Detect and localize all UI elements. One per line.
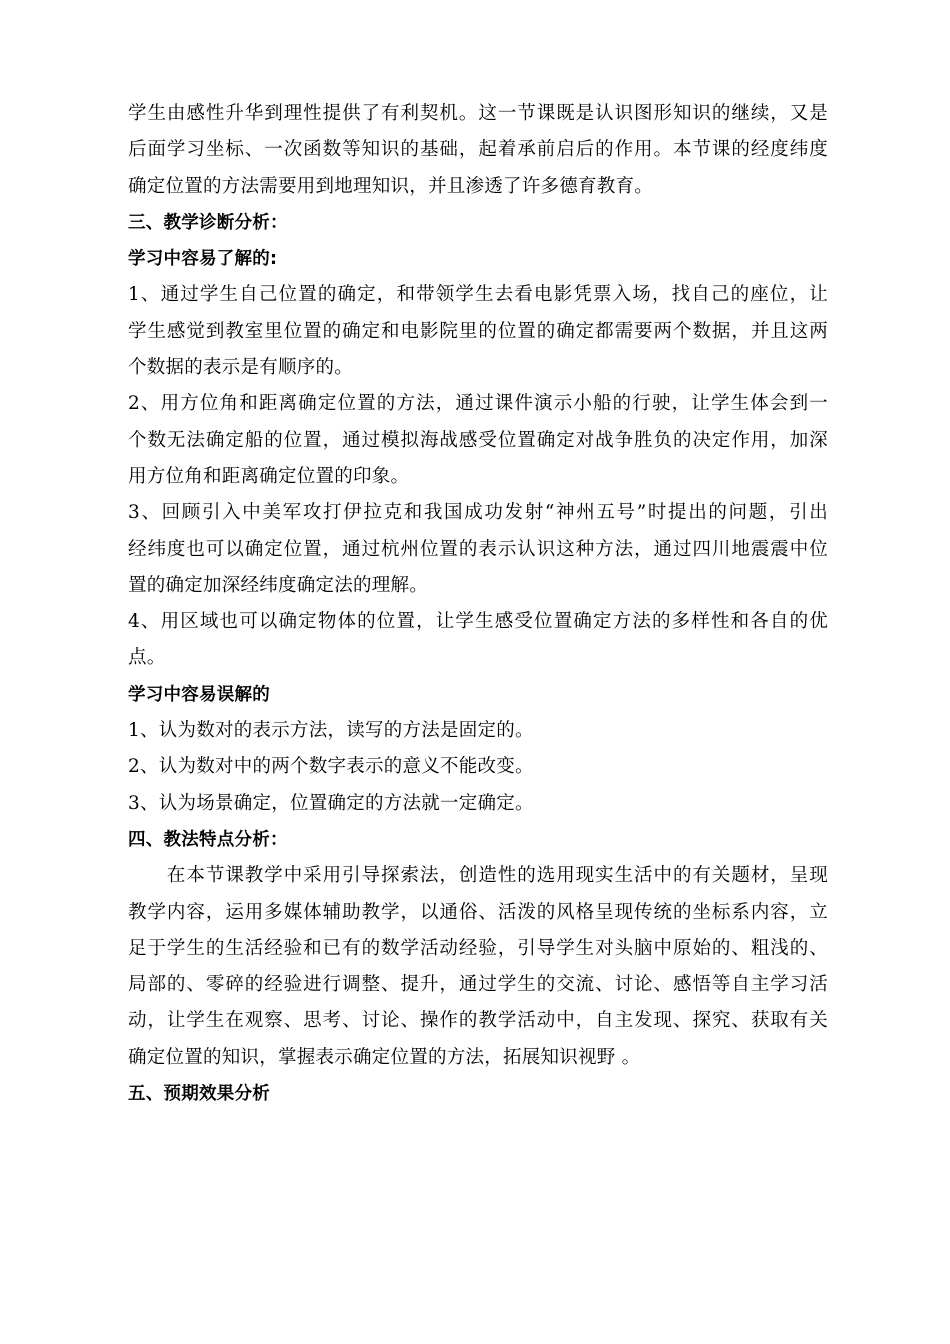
list-item: 1、认为数对的表示方法，读写的方法是固定的。 bbox=[128, 720, 534, 742]
paragraph-line: 1、通过学生自己位置的确定，和带领学生去看电影凭票入场，找自己的座位，让 bbox=[128, 284, 828, 306]
subheading-easy-to-misunderstand: 学习中容易误解的 bbox=[128, 684, 270, 705]
paragraph-line: 局部的、零碎的经验进行调整、提升，通过学生的交流、讨论、感悟等自主学习活 bbox=[128, 974, 828, 996]
paragraph-line: 4、用区域也可以确定物体的位置，让学生感受位置确定方法的多样性和各自的优 bbox=[128, 611, 828, 633]
paragraph-line: 个数据的表示是有顺序的。 bbox=[128, 357, 354, 379]
paragraph-line: 经纬度也可以确定位置，通过杭州位置的表示认识这种方法，通过四川地震震中位 bbox=[128, 538, 828, 560]
document-page bbox=[128, 96, 828, 1112]
paragraph-line: 动，让学生在观察、思考、讨论、操作的教学活动中，自主发现、探究、获取有关 bbox=[128, 1010, 828, 1032]
paragraph-line: 教学内容，运用多媒体辅助教学，以通俗、活泼的风格呈现传统的坐标系内容，立 bbox=[128, 901, 828, 923]
paragraph-line: 在本节课教学中采用引导探索法，创造性的选用现实生活中的有关题材，呈现 bbox=[128, 865, 828, 887]
paragraph-line: 确定位置的方法需要用到地理知识，并且渗透了许多德育教育。 bbox=[128, 175, 654, 197]
paragraph-line: 2、用方位角和距离确定位置的方法，通过课件演示小船的行驶，让学生体会到一 bbox=[128, 393, 828, 415]
paragraph-line: 学生由感性升华到理性提供了有利契机。这一节课既是认识图形知识的继续，又是 bbox=[128, 103, 828, 124]
paragraph-line: 确定位置的知识，掌握表示确定位置的方法，拓展知识视野 。 bbox=[128, 1046, 641, 1068]
section-heading-teaching-method: 四、教法特点分析： bbox=[128, 829, 288, 850]
paragraph-line: 用方位角和距离确定位置的印象。 bbox=[128, 465, 410, 487]
paragraph-line: 学生感觉到教室里位置的确定和电影院里的位置的确定都需要两个数据，并且这两 bbox=[128, 320, 828, 342]
section-heading-expected-effect: 五、预期效果分析 bbox=[128, 1084, 270, 1105]
paragraph-line: 3、回顾引入中美军攻打伊拉克和我国成功发射“神州五号”时提出的问题，引出 bbox=[128, 502, 828, 524]
paragraph-line: 后面学习坐标、一次函数等知识的基础，起着承前启后的作用。本节课的经度纬度 bbox=[128, 139, 828, 161]
paragraph-line: 点。 bbox=[128, 647, 166, 669]
paragraph-line: 足于学生的生活经验和已有的数学活动经验，引导学生对头脑中原始的、粗浅的、 bbox=[128, 937, 828, 959]
paragraph-line: 置的确定加深经纬度确定法的理解。 bbox=[128, 574, 429, 596]
list-item: 2、认为数对中的两个数字表示的意义不能改变。 bbox=[128, 756, 534, 778]
paragraph-line: 个数无法确定船的位置，通过模拟海战感受位置确定对战争胜负的决定作用，加深 bbox=[128, 429, 828, 451]
list-item: 3、认为场景确定，位置确定的方法就一定确定。 bbox=[128, 792, 534, 814]
section-heading-diagnosis: 三、教学诊断分析： bbox=[128, 212, 288, 233]
subheading-easy-to-understand: 学习中容易了解的: bbox=[128, 249, 278, 270]
